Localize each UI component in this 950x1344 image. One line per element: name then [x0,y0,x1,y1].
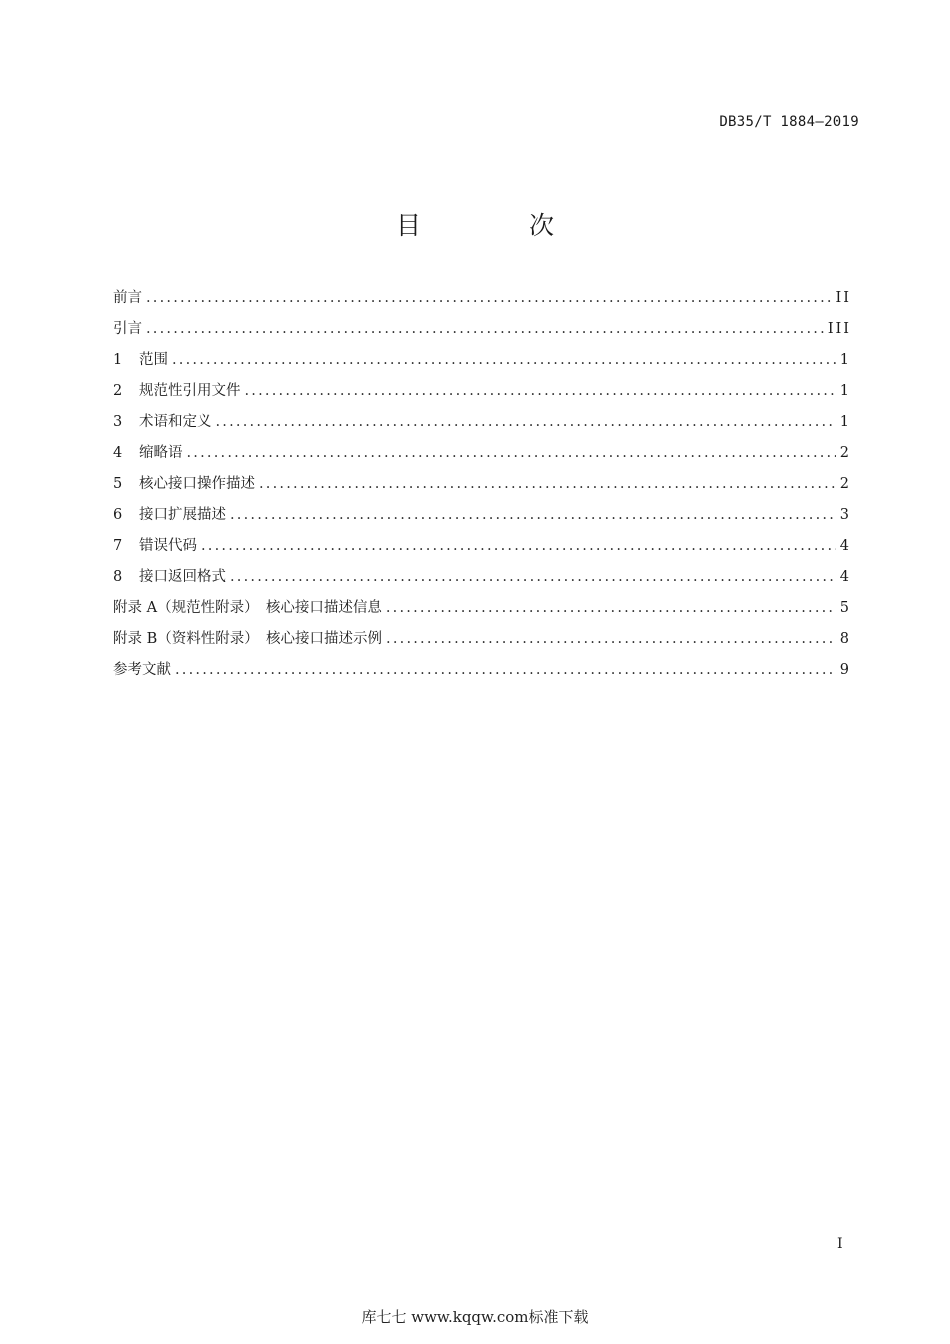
toc-leader-dots [216,414,836,430]
toc-entry-normative-references[interactable] [113,379,851,410]
toc-entry-number: 2 [113,383,123,399]
toc-entry-number: 6 [113,507,123,523]
toc-entry-page: 8 [839,631,851,647]
toc-entry-page: 3 [839,507,851,523]
toc-entry-interface-extension[interactable] [113,503,851,534]
toc-entry-page: 1 [839,383,851,399]
toc-entry-label: 范围 [139,352,168,368]
toc-leader-dots [386,631,836,647]
toc-entry-page: III [827,321,851,337]
toc-entry-bibliography[interactable] [113,658,851,689]
toc-entry-label: 参考文献 [113,662,171,678]
toc-entry-label: 接口扩展描述 [139,507,226,523]
toc-entry-number: 4 [113,445,123,461]
toc-entry-number: 8 [113,569,123,585]
toc-entry-page: II [835,290,851,306]
toc-entry-label: 附录 A（规范性附录） 核心接口描述信息 [113,600,382,616]
table-of-contents [113,286,851,689]
toc-entry-label: 引言 [113,321,142,337]
toc-leader-dots [146,290,832,306]
toc-entry-return-format[interactable] [113,565,851,596]
toc-leader-dots [187,445,836,461]
toc-entry-appendix-b[interactable] [113,627,851,658]
toc-entry-label: 接口返回格式 [139,569,226,585]
page-number: I [837,1236,843,1252]
toc-leader-dots [386,600,836,616]
toc-entry-label: 缩略语 [139,445,183,461]
toc-leader-dots [259,476,836,492]
toc-entry-page: 9 [839,662,851,678]
toc-entry-appendix-a[interactable] [113,596,851,627]
document-code: DB35/T 1884—2019 [719,114,859,130]
toc-entry-page: 1 [839,352,851,368]
toc-entry-page: 2 [839,476,851,492]
toc-entry-page: 4 [839,538,851,554]
toc-entry-foreword[interactable] [113,286,851,317]
toc-entry-label: 错误代码 [139,538,197,554]
toc-entry-label: 前言 [113,290,142,306]
toc-entry-page: 1 [839,414,851,430]
toc-entry-scope[interactable] [113,348,851,379]
toc-entry-label: 规范性引用文件 [139,383,241,399]
toc-entry-abbreviations[interactable] [113,441,851,472]
toc-leader-dots [175,662,836,678]
toc-entry-introduction[interactable] [113,317,851,348]
toc-entry-core-interface-operations[interactable] [113,472,851,503]
toc-entry-page: 5 [839,600,851,616]
toc-leader-dots [245,383,836,399]
toc-entry-number: 5 [113,476,123,492]
toc-entry-number: 3 [113,414,123,430]
toc-leader-dots [201,538,836,554]
toc-leader-dots [146,321,824,337]
toc-leader-dots [172,352,836,368]
toc-entry-number: 7 [113,538,123,554]
toc-entry-error-codes[interactable] [113,534,851,565]
toc-entry-label: 术语和定义 [139,414,212,430]
toc-leader-dots [230,507,836,523]
toc-entry-page: 4 [839,569,851,585]
toc-leader-dots [230,569,836,585]
page-title: 目 次 [396,211,604,240]
toc-entry-number: 1 [113,352,123,368]
toc-entry-page: 2 [839,445,851,461]
toc-entry-label: 核心接口操作描述 [139,476,255,492]
toc-entry-label: 附录 B（资料性附录） 核心接口描述示例 [113,631,383,647]
toc-entry-terms-definitions[interactable] [113,410,851,441]
footer-watermark: 库七七 www.kqqw.com标准下载 [361,1308,589,1326]
